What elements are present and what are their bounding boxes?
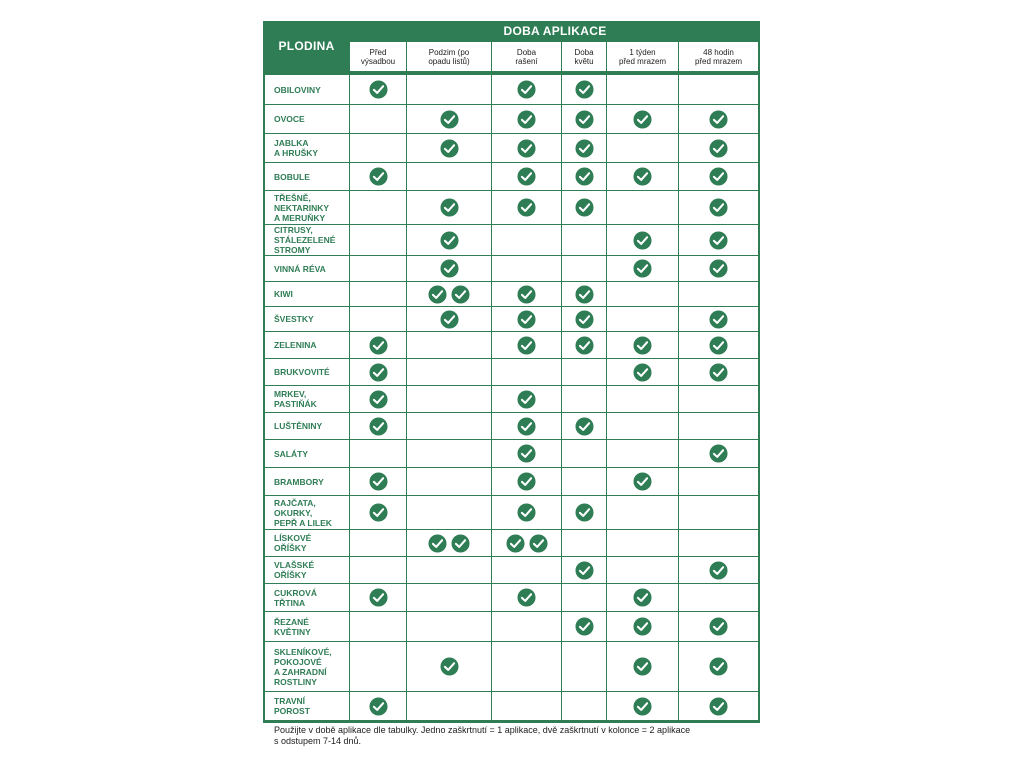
table-cell (492, 191, 561, 224)
crop-label: KIWI (265, 282, 349, 306)
table-cell (562, 468, 606, 495)
check-circle-icon (575, 139, 594, 158)
check-circle-icon (709, 336, 728, 355)
table-cell (607, 642, 678, 691)
crop-label: RAJČATA, OKURKY, PEPŘ A LILEK (265, 496, 349, 529)
table-cell (492, 468, 561, 495)
check-circle-icon (517, 444, 536, 463)
table-cell (407, 282, 491, 306)
table-cell (679, 282, 758, 306)
table-cell (492, 386, 561, 412)
check-circle-icon (709, 310, 728, 329)
table-cell (350, 359, 406, 385)
table-cell (350, 163, 406, 190)
table-cell (562, 642, 606, 691)
check-circle-icon (517, 390, 536, 409)
table-cell (407, 163, 491, 190)
table-cell (679, 256, 758, 281)
check-circle-icon (575, 561, 594, 580)
check-circle-icon (709, 363, 728, 382)
check-circle-icon (575, 110, 594, 129)
doba-aplikace-header: DOBA APLIKACE (503, 24, 607, 38)
check-circle-icon (709, 561, 728, 580)
table-cell (492, 332, 561, 358)
table-cell (407, 584, 491, 611)
table-cell (407, 612, 491, 641)
crop-label: CUKROVÁ TŘTINA (265, 584, 349, 611)
table-cell (607, 163, 678, 190)
check-circle-icon (440, 198, 459, 217)
check-circle-icon (440, 259, 459, 278)
check-circle-icon (709, 697, 728, 716)
table-cell (679, 332, 758, 358)
check-circle-icon (369, 503, 388, 522)
table-cell (407, 468, 491, 495)
table-cell (407, 557, 491, 583)
table-cell (679, 75, 758, 104)
table-cell (350, 386, 406, 412)
table-cell (562, 75, 606, 104)
table-cell (350, 307, 406, 331)
check-circle-icon (575, 336, 594, 355)
check-circle-icon (633, 588, 652, 607)
table-cell (350, 692, 406, 720)
table-cell (492, 134, 561, 162)
table-cell (350, 642, 406, 691)
table-cell (492, 612, 561, 641)
check-circle-icon (633, 617, 652, 636)
table-cell (350, 105, 406, 133)
check-circle-icon (440, 657, 459, 676)
table-cell (679, 642, 758, 691)
table-cell (607, 386, 678, 412)
table-cell (492, 282, 561, 306)
check-circle-icon (517, 503, 536, 522)
check-circle-icon (633, 110, 652, 129)
table-cell (492, 557, 561, 583)
table-cell (607, 496, 678, 529)
table-cell (350, 225, 406, 255)
check-circle-icon (709, 139, 728, 158)
table-cell (407, 75, 491, 104)
table-cell (407, 225, 491, 255)
table-cell (679, 530, 758, 556)
check-circle-icon (633, 167, 652, 186)
table-cell (562, 163, 606, 190)
table-cell (350, 332, 406, 358)
table-cell (679, 191, 758, 224)
check-circle-icon (517, 285, 536, 304)
check-circle-icon (517, 167, 536, 186)
check-circle-icon (369, 697, 388, 716)
table-cell (407, 359, 491, 385)
crop-label: OBILOVINY (265, 75, 349, 104)
table-cell (562, 225, 606, 255)
table-cell (679, 134, 758, 162)
check-circle-icon (709, 444, 728, 463)
column-header: 48 hodin před mrazem (679, 42, 758, 71)
check-circle-icon (709, 198, 728, 217)
check-circle-icon (633, 472, 652, 491)
check-circle-icon (440, 310, 459, 329)
check-circle-icon (709, 617, 728, 636)
table-cell (350, 413, 406, 439)
check-circle-icon (451, 285, 470, 304)
crop-label: BOBULE (265, 163, 349, 190)
check-circle-icon (517, 139, 536, 158)
table-cell (562, 105, 606, 133)
table-cell (679, 557, 758, 583)
check-circle-icon (517, 80, 536, 99)
check-circle-icon (369, 80, 388, 99)
check-circle-icon (633, 336, 652, 355)
crop-label: LÍSKOVÉ OŘÍŠKY (265, 530, 349, 556)
table-cell (679, 225, 758, 255)
table-cell (562, 413, 606, 439)
column-header: Podzim (po opadu listů) (407, 42, 491, 71)
table-cell (350, 191, 406, 224)
crop-label: VINNÁ RÉVA (265, 256, 349, 281)
check-circle-icon (517, 417, 536, 436)
table-cell (407, 642, 491, 691)
table-cell (350, 440, 406, 467)
table-cell (679, 692, 758, 720)
table-cell (350, 612, 406, 641)
table-cell (607, 359, 678, 385)
check-circle-icon (506, 534, 525, 553)
table-cell (407, 530, 491, 556)
table-cell (679, 359, 758, 385)
check-circle-icon (575, 285, 594, 304)
table-cell (350, 468, 406, 495)
check-circle-icon (709, 259, 728, 278)
check-circle-icon (369, 390, 388, 409)
check-circle-icon (517, 310, 536, 329)
table-cell (407, 332, 491, 358)
table-cell (562, 332, 606, 358)
table-cell (407, 256, 491, 281)
table-cell (679, 468, 758, 495)
table-cell (562, 256, 606, 281)
column-header: 1 týden před mrazem (607, 42, 678, 71)
check-circle-icon (633, 231, 652, 250)
check-circle-icon (575, 80, 594, 99)
table-cell (679, 496, 758, 529)
table-cell (407, 307, 491, 331)
table-cell (492, 642, 561, 691)
table-cell (562, 557, 606, 583)
table-cell (562, 134, 606, 162)
crop-label: OVOCE (265, 105, 349, 133)
table-cell (407, 440, 491, 467)
table-cell (679, 105, 758, 133)
check-circle-icon (709, 657, 728, 676)
table-cell (407, 496, 491, 529)
table-cell (492, 530, 561, 556)
crop-label: SKLENÍKOVÉ, POKOJOVÉ A ZAHRADNÍ ROSTLINY (265, 642, 349, 691)
table-cell (492, 584, 561, 611)
table-cell (679, 163, 758, 190)
table-cell (562, 307, 606, 331)
check-circle-icon (633, 657, 652, 676)
check-circle-icon (575, 417, 594, 436)
check-circle-icon (369, 336, 388, 355)
table-cell (407, 134, 491, 162)
crop-label: ZELENINA (265, 332, 349, 358)
table-cell (679, 612, 758, 641)
check-circle-icon (369, 363, 388, 382)
check-circle-icon (369, 167, 388, 186)
footnote: Použijte v době aplikace dle tabulky. Jedno zaškrtnutí = 1 aplikace, dvě zaškrtnutí v kolonce = 2 aplikace s odstupem 7-14 dnů. (274, 725, 691, 746)
table-cell (562, 612, 606, 641)
table-cell (607, 530, 678, 556)
table-cell (407, 105, 491, 133)
table-cell (407, 191, 491, 224)
check-circle-icon (517, 336, 536, 355)
table-cell (562, 359, 606, 385)
crop-label: MRKEV, PASTIŇÁK (265, 386, 349, 412)
table-cell (492, 307, 561, 331)
table-cell (607, 440, 678, 467)
table-cell (562, 496, 606, 529)
check-circle-icon (517, 588, 536, 607)
table-cell (407, 692, 491, 720)
check-circle-icon (369, 472, 388, 491)
crop-label: ŠVESTKY (265, 307, 349, 331)
check-circle-icon (633, 259, 652, 278)
check-circle-icon (529, 534, 548, 553)
table-cell (679, 584, 758, 611)
column-header: Doba květu (562, 42, 606, 71)
table-cell (492, 225, 561, 255)
check-circle-icon (633, 363, 652, 382)
table-cell (350, 75, 406, 104)
check-circle-icon (517, 198, 536, 217)
table-cell (607, 282, 678, 306)
table-cell (607, 105, 678, 133)
table-cell (607, 75, 678, 104)
crop-label: TŘEŠNĚ, NEKTARINKY A MERUŇKY (265, 191, 349, 224)
column-header: Doba rašení (492, 42, 561, 71)
check-circle-icon (440, 139, 459, 158)
table-cell (562, 191, 606, 224)
table-cell (607, 413, 678, 439)
table-cell (562, 530, 606, 556)
check-circle-icon (575, 198, 594, 217)
check-circle-icon (575, 617, 594, 636)
table-cell (607, 557, 678, 583)
crop-label: JABLKA A HRUŠKY (265, 134, 349, 162)
check-circle-icon (451, 534, 470, 553)
table-cell (492, 440, 561, 467)
check-circle-icon (428, 534, 447, 553)
table-cell (562, 282, 606, 306)
crop-label: ŘEZANÉ KVĚTINY (265, 612, 349, 641)
table-cell (492, 256, 561, 281)
check-circle-icon (369, 417, 388, 436)
table-cell (562, 386, 606, 412)
table-cell (607, 332, 678, 358)
table-cell (679, 386, 758, 412)
table-cell (607, 612, 678, 641)
table-cell (407, 386, 491, 412)
table-cell (607, 584, 678, 611)
table-cell (562, 440, 606, 467)
table-cell (607, 692, 678, 720)
check-circle-icon (575, 503, 594, 522)
table-cell (350, 282, 406, 306)
crop-label: BRAMBORY (265, 468, 349, 495)
crop-label: BRUKVOVITÉ (265, 359, 349, 385)
table-cell (679, 413, 758, 439)
table-cell (607, 256, 678, 281)
table-cell (407, 413, 491, 439)
table-cell (679, 307, 758, 331)
crop-label: TRAVNÍ POROST (265, 692, 349, 720)
table-cell (350, 496, 406, 529)
table-cell (350, 557, 406, 583)
check-circle-icon (517, 110, 536, 129)
table-cell (350, 134, 406, 162)
column-header: Před výsadbou (350, 42, 406, 71)
table-cell (492, 413, 561, 439)
crop-label: LUŠTĚNINY (265, 413, 349, 439)
table-cell (607, 307, 678, 331)
table-cell (492, 105, 561, 133)
table-cell (492, 359, 561, 385)
check-circle-icon (369, 588, 388, 607)
table-cell (679, 440, 758, 467)
check-circle-icon (709, 110, 728, 129)
check-circle-icon (428, 285, 447, 304)
check-circle-icon (440, 110, 459, 129)
crop-label: CITRUSY, STÁLEZELENÉ STROMY (265, 225, 349, 255)
table-cell (562, 584, 606, 611)
plodina-header: PLODINA (278, 39, 335, 53)
crop-label: VLAŠSKÉ OŘÍŠKY (265, 557, 349, 583)
table-cell (492, 692, 561, 720)
check-circle-icon (517, 472, 536, 491)
check-circle-icon (709, 167, 728, 186)
table-cell (607, 468, 678, 495)
table-cell (607, 225, 678, 255)
check-circle-icon (709, 231, 728, 250)
table-cell (607, 191, 678, 224)
table-cell (492, 163, 561, 190)
table-cell (350, 530, 406, 556)
check-circle-icon (575, 167, 594, 186)
table-cell (492, 75, 561, 104)
table-cell (607, 134, 678, 162)
table-cell (492, 496, 561, 529)
check-circle-icon (575, 310, 594, 329)
crop-label: SALÁTY (265, 440, 349, 467)
check-circle-icon (440, 231, 459, 250)
table-cell (350, 584, 406, 611)
table-cell (350, 256, 406, 281)
table-cell (562, 692, 606, 720)
check-circle-icon (633, 697, 652, 716)
